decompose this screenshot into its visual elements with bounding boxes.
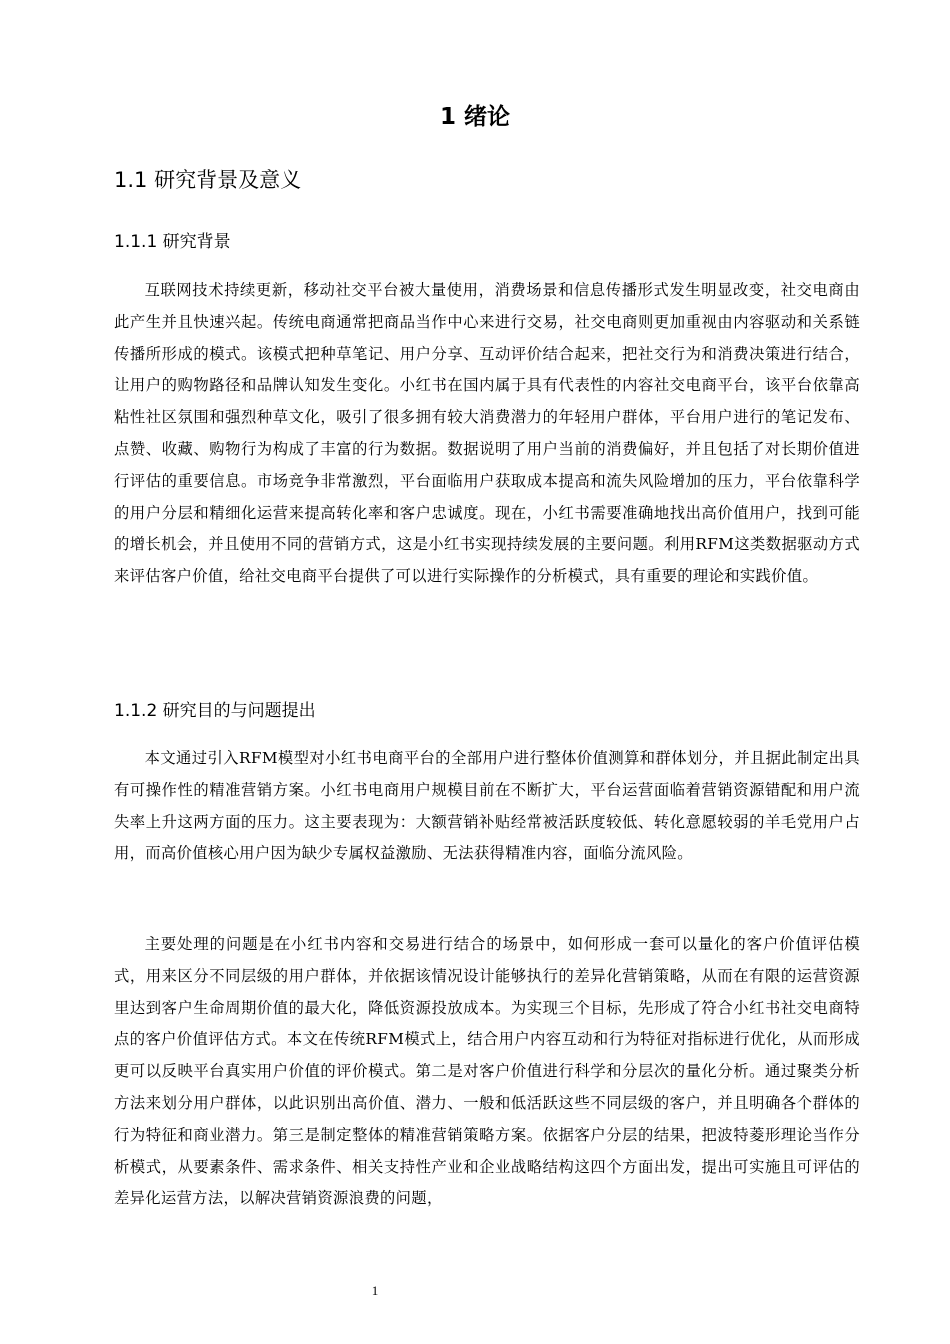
subsection-title-background: 1.1.1 研究背景 [114, 232, 231, 252]
page-number: 1 [371, 1283, 379, 1298]
paragraph-purpose-2: 主要处理的问题是在小红书内容和交易进行结合的场景中，如何形成一套可以量化的客户价值评估模式，用来区分不同层级的用户群体，并依据该情况设计能够执行的差异化营销策略，从而在有限的运营资源里达到客户生命周期价值的最大化，降低资源投放成本。为实现三个目标，先形成了符合小红书社交电商特点的客户价值评估方式。本文在传统RFM模式上，结合用户内容互动和行为特征对指标进行优化，从而形成更可以反映平台真实用户价值的评价模式。第二是对客户价值进行科学和分层次的量化分析。通过聚类分析方法来划分用户群体，以此识别出高价值、潜力、一般和低活跃这些不同层级的客户，并且明确各个群体的行为特征和商业潜力。第三是制定整体的精准营销策略方案。依据客户分层的结果，把波特菱形理论当作分析模式，从要素条件、需求条件、相关支持性产业和企业战略结构这四个方面出发，提出可实施且可评估的差异化运营方法，以解决营销资源浪费的问题， [114, 935, 860, 1208]
chapter-title: 1 绪论 [439, 104, 510, 130]
section-title: 1.1 研究背景及意义 [114, 168, 302, 192]
subsection-title-purpose: 1.1.2 研究目的与问题提出 [114, 701, 316, 721]
paragraph-background: 互联网技术持续更新，移动社交平台被大量使用，消费场景和信息传播形式发生明显改变，社交电商由此产生并且快速兴起。传统电商通常把商品当作中心来进行交易，社交电商则更加重视由内容驱动和关系链传播所形成的模式。该模式把种草笔记、用户分享、互动评价结合起来，把社交行为和消费决策进行结合，让用户的购物路径和品牌认知发生变化。小红书在国内属于具有代表性的内容社交电商平台，该平台依靠高粘性社区氛围和强烈种草文化，吸引了很多拥有较大消费潜力的年轻用户群体，平台用户进行的笔记发布、点赞、收藏、购物行为构成了丰富的行为数据。数据说明了用户当前的消费偏好，并且包括了对长期价值进行评估的重要信息。市场竞争非常激烈，平台面临用户获取成本提高和流失风险增加的压力，平台依靠科学的用户分层和精细化运营来提高转化率和客户忠诚度。现在，小红书需要准确地找出高价值用户，找到可能的增长机会，并且使用不同的营销方式，这是小红书实现持续发展的主要问题。利用RFM这类数据驱动方式来评估客户价值，给社交电商平台提供了可以进行实际操作的分析模式，具有重要的理论和实践价值。 [114, 281, 860, 586]
paragraph-purpose-1: 本文通过引入RFM模型对小红书电商平台的全部用户进行整体价值测算和群体划分，并且据此制定出具有可操作性的精准营销方案。小红书电商用户规模目前在不断扩大，平台运营面临着营销资源错配和用户流失率上升这两方面的压力。这主要表现为：大额营销补贴经常被活跃度较低、转化意愿较弱的羊毛党用户占用，而高价值核心用户因为缺少专属权益激励、无法获得精准内容，面临分流风险。 [114, 749, 860, 863]
